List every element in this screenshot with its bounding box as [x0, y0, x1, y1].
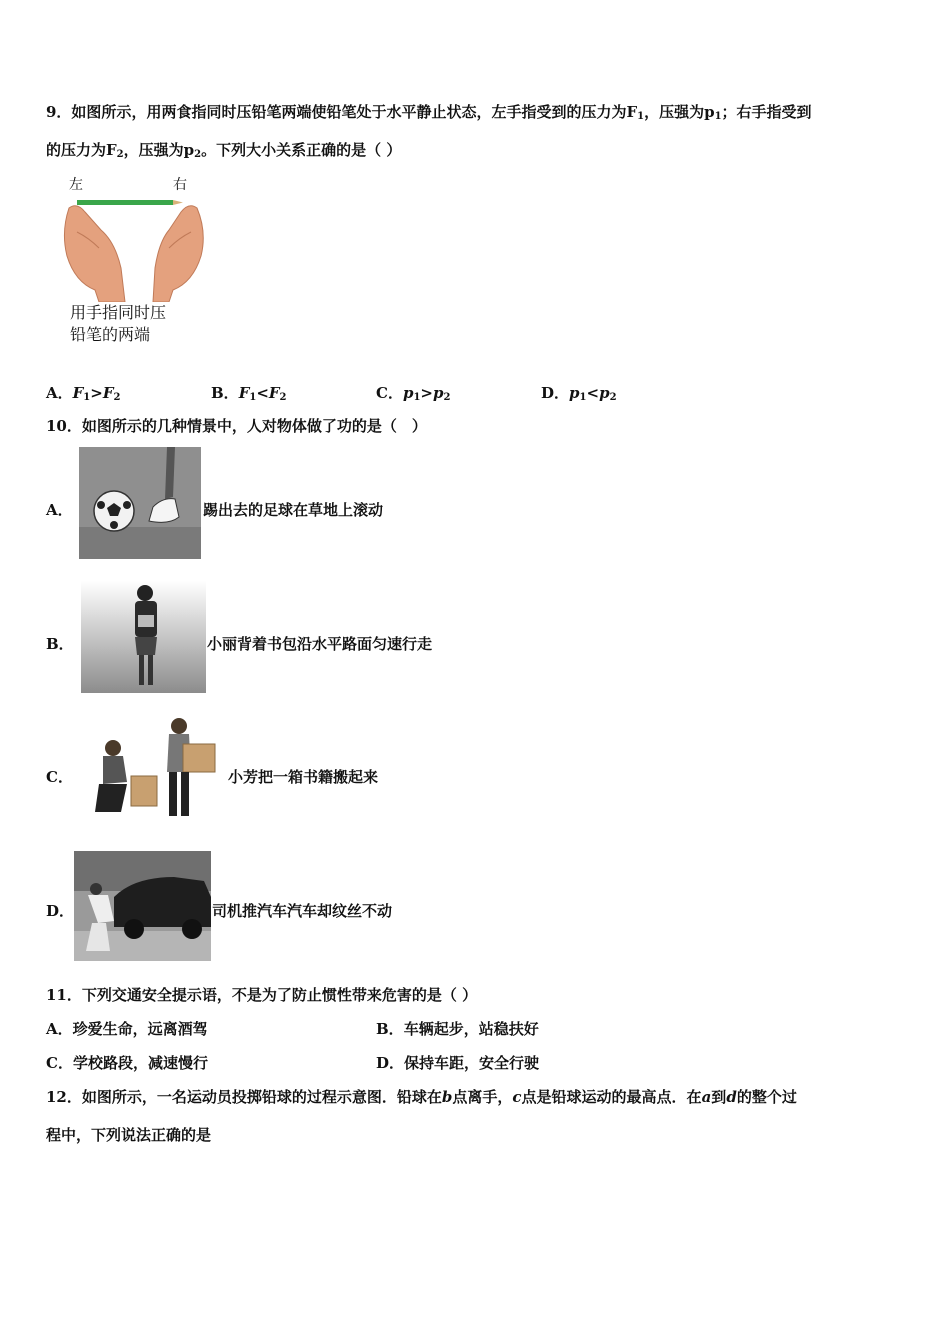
q9-option-c[interactable]: C．$p_1>p_2$ [376, 384, 451, 403]
q9-stem-line2: 的压力为$F_2$，压强为$p_2$。下列大小关系正确的是（ ） [46, 141, 402, 160]
q9-option-a[interactable]: A．$F_1>F_2$ [46, 384, 121, 403]
q11-stem: 11．下列交通安全提示语，不是为了防止惯性带来危害的是（ ） [46, 986, 478, 1004]
right-label: 右 [173, 177, 187, 193]
q10-option-a-caption: 踢出去的足球在草地上滚动 [203, 501, 384, 519]
q10-option-c-caption: 小芳把一箱书籍搬起来 [228, 768, 379, 786]
figure-caption: 用手指同时压 铅笔的两端 [70, 303, 167, 344]
q11-option-a[interactable]: A．珍爱生命，远离酒驾 [46, 1020, 208, 1038]
q9-option-d[interactable]: D．$p_1<p_2$ [541, 384, 617, 403]
schoolbag-walk-photo [81, 581, 206, 693]
q11-option-d[interactable]: D．保持车距，安全行驶 [376, 1054, 540, 1072]
q10-option-c-letter[interactable]: C． [46, 768, 73, 786]
q10-option-d-letter[interactable]: D． [46, 902, 75, 920]
q9-pencil-figure [55, 172, 215, 352]
q10-option-d-caption: 司机推汽车汽车却纹丝不动 [212, 902, 393, 920]
q11-option-c[interactable]: C．学校路段，减速慢行 [46, 1054, 208, 1072]
q10-option-b-letter[interactable]: B． [46, 635, 74, 653]
lifting-box-photo [73, 714, 226, 826]
q11-option-b[interactable]: B．车辆起步，站稳扶好 [376, 1020, 539, 1038]
q10-option-b-caption: 小丽背着书包沿水平路面匀速行走 [207, 635, 433, 653]
q10-option-a-letter[interactable]: A． [46, 501, 73, 519]
left-label: 左 [69, 177, 83, 193]
soccer-ball-photo [79, 447, 201, 559]
q9-stem-line1: 9．如图所示，用两食指同时压铅笔两端使铅笔处于水平静止状态，左手指受到的压力为$F_1$，压强为$p_1$；右手指受到 [46, 103, 812, 122]
q10-stem: 10．如图所示的几种情景中，人对物体做了功的是（ ） [46, 417, 427, 435]
q12-stem-line1: 12．如图所示，一名运动员投掷铅球的过程示意图．铅球在b点离手，c点是铅球运动的最高点．在a到d的整个过 [46, 1088, 797, 1106]
push-car-photo [74, 851, 211, 961]
q12-stem-line2: 程中，下列说法正确的是 [46, 1126, 212, 1144]
q9-option-b[interactable]: B．$F_1<F_2$ [211, 384, 287, 403]
